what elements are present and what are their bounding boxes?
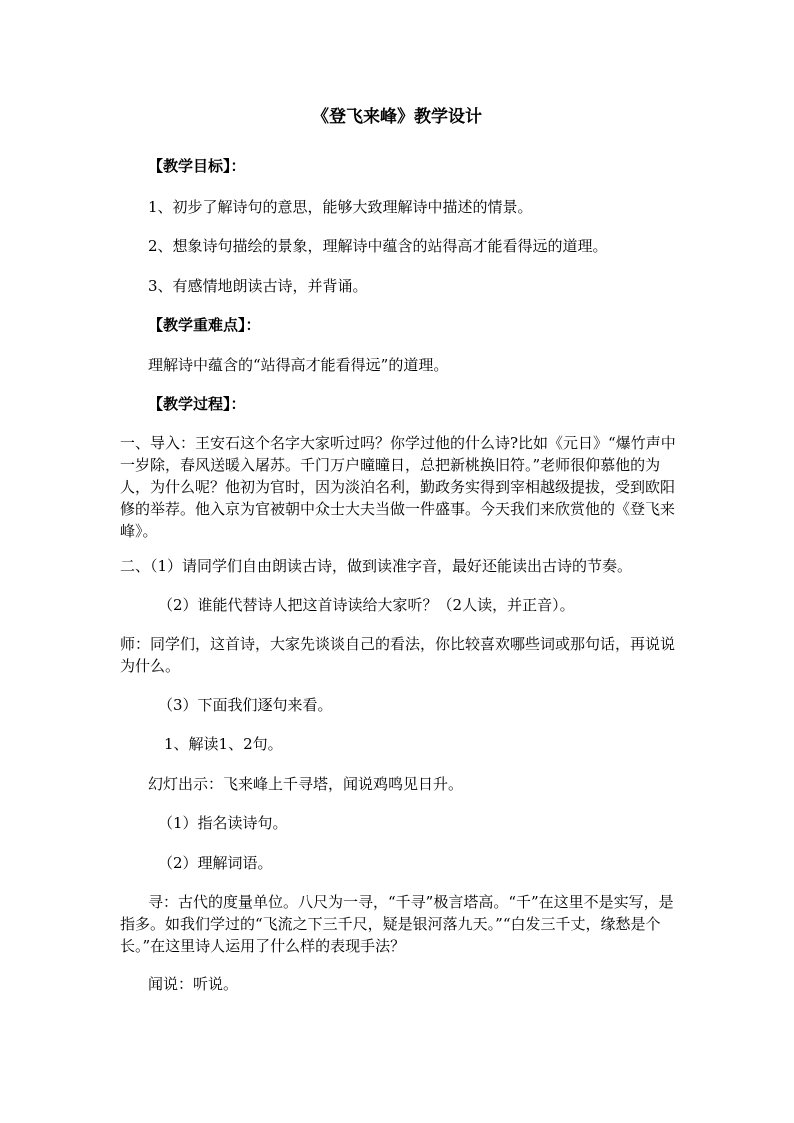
key-heading: 【教学重难点】： <box>148 316 261 334</box>
read-lines-1-2: 1、解读1、2句。 <box>164 735 283 753</box>
step2-item-1: 二、（1）请同学们自由朗读古诗，做到读准字音，最好还能读出古诗的节奏。 <box>120 557 633 575</box>
step2-item-3: （3）下面我们逐句来看。 <box>158 696 333 714</box>
process-heading: 【教学过程】： <box>148 395 246 413</box>
xun-paragraph: 寻：古代的度量单位。八尺为一寻，“千寻”极言塔高。“千”在这里不是实写，是指多。如我们学过的“飞流之下三千尺，疑是银河落九天。”“白发三千丈，缘愁是个长。”在这里诗人运用了什么样的表现手法？ <box>120 893 674 955</box>
wenshuo-text: 闻说：听说。 <box>148 975 239 993</box>
sub-item-1: （1）指名读诗句。 <box>158 814 288 832</box>
teacher-paragraph: 师：同学们，这首诗，大家先谈谈自己的看法，你比较喜欢哪些词或那句话，再说说为什么。 <box>120 635 676 675</box>
goal-item-1: 1、初步了解诗句的意思，能够大致理解诗中描述的情景。 <box>148 198 533 216</box>
sub-item-2: （2）理解词语。 <box>158 854 273 872</box>
document-title: 《登飞来峰》教学设计 <box>312 107 482 127</box>
intro-paragraph: 一、导入：王安石这个名字大家听过吗？你学过他的什么诗?比如《元日》“爆竹声中一岁除，春风送暖入屠苏。千门万户曈曈日，总把新桃换旧符。”老师很仰慕他的为人，为什么呢？他初为官时，因为淡泊名利，勤政务实得到宰相越级提拔，受到欧阳修的举荐。他入京为官被朝中众士大夫当做一件盛事。今天我们来欣赏他的《登飞来峰》。 <box>120 434 676 540</box>
slide-text: 幻灯出示：飞来峰上千寻塔，闻说鸡鸣见日升。 <box>148 775 464 793</box>
goal-item-2: 2、想象诗句描绘的景象，理解诗中蕴含的站得高才能看得远的道理。 <box>148 237 608 255</box>
key-text: 理解诗中蕴含的“站得高才能看得远”的道理。 <box>148 356 449 374</box>
step2-item-2: （2）谁能代替诗人把这首诗读给大家听？（2人读，并正音）。 <box>158 596 575 614</box>
goal-heading: 【教学目标】： <box>148 157 246 175</box>
goal-item-3: 3、有感情地朗读古诗，并背诵。 <box>148 277 368 295</box>
